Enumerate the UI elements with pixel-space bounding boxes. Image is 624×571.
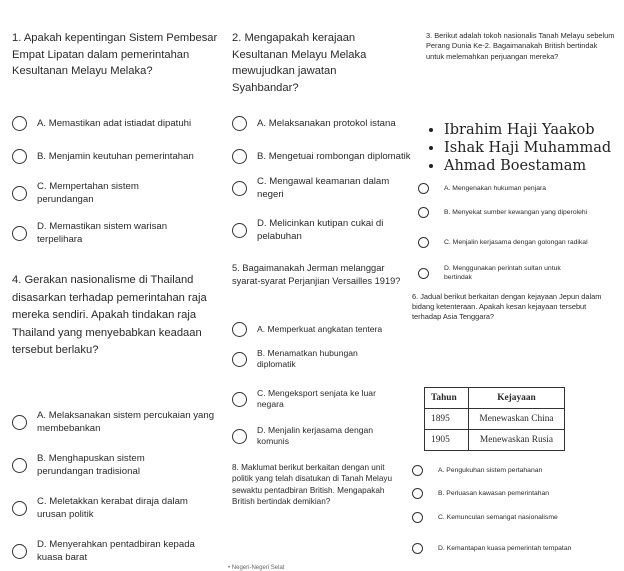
q4-option-a[interactable]: [12, 409, 215, 435]
radio-icon[interactable]: [232, 322, 247, 337]
q5-option-a-label: A. Memperkuat angkatan tentera: [257, 324, 383, 334]
q3-option-c-label: C. Menjalin kerjasama dengan golongan radikal: [444, 238, 588, 246]
q4-option-b[interactable]: [12, 452, 202, 478]
question-8-text: 8. Maklumat berikut berkaitan dengan unit politik yang telah disatukan di Tanah Melayu sewaktu pentadbiran British. Mengapakah British bertindak demikian?: [232, 463, 393, 507]
q2-option-a-label: A. Melaksanakan protokol istana: [257, 118, 396, 129]
q6-option-b[interactable]: [412, 488, 549, 499]
question-6-text: 6. Jadual berikut berkaitan dengan kejayaan Jepun dalam bidang ketenteraan. Apakah kesan kejayaan tersebut terhadap Asia Tenggara?: [412, 292, 602, 322]
radio-icon[interactable]: [232, 392, 247, 407]
q6-option-b-label: B. Perluasan kawasan pemerintahan: [438, 489, 550, 497]
table-header-row: [425, 388, 565, 409]
q4-option-c-label: C. Meletakkan kerabat diraja dalam urusan politik: [37, 496, 188, 520]
radio-icon[interactable]: [412, 543, 423, 554]
q3-option-a-label: A. Mengenakan hukuman penjara: [444, 184, 547, 192]
q3-option-a[interactable]: [418, 183, 546, 194]
q4-option-d-label: D. Menyerahkan pentadbiran kepada kuasa barat: [37, 539, 195, 563]
figure-item: [429, 158, 586, 174]
q1-option-c[interactable]: [12, 180, 187, 206]
q2-option-d-label: D. Melicinkan kutipan cukai di pelabuhan: [257, 218, 384, 242]
radio-icon[interactable]: [12, 186, 27, 201]
achievement-table: [424, 387, 565, 451]
radio-icon[interactable]: [418, 268, 429, 279]
radio-icon[interactable]: [232, 429, 247, 444]
q6-option-d-label: D. Kemantapan kuasa pemerintah tempatan: [438, 544, 572, 552]
radio-icon[interactable]: [232, 352, 247, 367]
radio-icon[interactable]: [12, 501, 27, 516]
table-row: [425, 409, 565, 430]
q5-option-a[interactable]: [232, 322, 382, 337]
question-4-text: 4. Gerakan nasionalisme di Thailand disasarkan terhadap pemerintahan raja mereka sendiri. Apakah tindakan raja Thailand yang menyebabkan keadaan tersebut berlaku?: [12, 274, 207, 357]
table-row: [425, 430, 565, 451]
radio-icon[interactable]: [418, 237, 429, 248]
radio-icon[interactable]: [412, 488, 423, 499]
figure-name: Ibrahim Haji Yaakob: [444, 122, 595, 138]
q5-option-b-label: B. Menamatkan hubungan diplomatik: [257, 348, 358, 369]
table-header: Kejayaan: [469, 388, 565, 409]
q3-option-d-label: D. Menggunakan perintah sultan untuk bertindak: [444, 265, 561, 282]
question-2-text: 2. Mengapakah kerajaan Kesultanan Melayu Melaka mewujudkan jawatan Syahbandar?: [232, 32, 367, 94]
q6-option-c[interactable]: [412, 512, 558, 523]
figure-item: [429, 122, 595, 138]
radio-icon[interactable]: [418, 183, 429, 194]
radio-icon[interactable]: [12, 149, 27, 164]
q6-option-d[interactable]: [412, 543, 588, 554]
radio-icon[interactable]: [12, 458, 27, 473]
figure-name: Ishak Haji Muhammad: [444, 140, 612, 156]
figure-name: Ahmad Boestamam: [444, 158, 587, 174]
q1-option-a[interactable]: [12, 116, 191, 131]
radio-icon[interactable]: [232, 223, 247, 238]
radio-icon[interactable]: [12, 544, 27, 559]
q6-option-c-label: C. Kemunculan semangat nasionalisme: [438, 513, 558, 521]
q6-option-a-label: A. Pengukuhan sistem pertahanan: [438, 466, 543, 474]
q4-option-b-label: B. Menghapuskan sistem perundangan tradisional: [37, 453, 145, 477]
q1-option-b[interactable]: [12, 149, 194, 164]
radio-icon[interactable]: [232, 116, 247, 131]
q1-option-c-label: C. Mempertahan sistem perundangan: [37, 181, 139, 205]
question-5-text: 5. Bagaimanakah Jerman melanggar syarat-syarat Perjanjian Versailles 1919?: [232, 263, 401, 286]
table-cell: 1895: [425, 409, 469, 430]
radio-icon[interactable]: [12, 415, 27, 430]
radio-icon[interactable]: [418, 207, 429, 218]
q2-option-b-label: B. Mengetuai rombongan diplomatik: [257, 151, 411, 162]
q5-option-c-label: C. Mengeksport senjata ke luar negara: [257, 388, 376, 409]
radio-icon[interactable]: [232, 181, 247, 196]
q4-option-d[interactable]: [12, 538, 215, 564]
table-cell: Menewaskan China: [469, 409, 565, 430]
q3-option-c[interactable]: [418, 237, 589, 248]
cut-off-bullet: • Negeri-Negeri Selat: [228, 565, 285, 571]
q1-option-d-label: D. Memastikan sistem warisan terpelihara: [37, 221, 168, 245]
q2-option-d[interactable]: [232, 217, 402, 243]
q6-option-a[interactable]: [412, 465, 542, 476]
q3-option-b[interactable]: [418, 207, 609, 218]
bullet-icon: [429, 164, 433, 168]
q3-option-b-label: B. Menyekat sumber kewangan yang diperolehi: [444, 208, 588, 216]
table-cell: Menewaskan Rusia: [469, 430, 565, 451]
bullet-icon: [429, 128, 433, 132]
q1-option-d[interactable]: [12, 220, 212, 246]
radio-icon[interactable]: [232, 149, 247, 164]
q2-option-b[interactable]: [232, 149, 422, 164]
q5-option-d-label: D. Menjalin kerjasama dengan komunis: [257, 425, 374, 446]
table-cell: 1905: [425, 430, 469, 451]
q1-option-b-label: B. Menjamin keutuhan pemerintahan: [37, 151, 194, 162]
q1-option-a-label: A. Memastikan adat istiadat dipatuhi: [37, 118, 192, 129]
question-3-text: 3. Berikut adalah tokoh nasionalis Tanah Melayu sebelum Perang Dunia Ke-2. Bagaimanakah British bertindak untuk melemahkan perjuangan mereka?: [426, 31, 615, 61]
radio-icon[interactable]: [412, 512, 423, 523]
q5-option-c[interactable]: [232, 388, 397, 410]
q4-option-a-label: A. Melaksanakan sistem percukaian yang membebankan: [37, 410, 215, 434]
table-header: Tahun: [425, 388, 469, 409]
q5-option-d[interactable]: [232, 425, 397, 447]
q5-option-b[interactable]: [232, 348, 387, 370]
q2-option-a[interactable]: [232, 116, 396, 131]
radio-icon[interactable]: [412, 465, 423, 476]
bullet-icon: [429, 146, 433, 150]
q2-option-c[interactable]: [232, 175, 402, 201]
q3-option-d[interactable]: [418, 264, 589, 283]
radio-icon[interactable]: [12, 116, 27, 131]
question-1-text: 1. Apakah kepentingan Sistem Pembesar Empat Lipatan dalam pemerintahan Kesultanan Melayu Melaka?: [12, 32, 218, 77]
radio-icon[interactable]: [12, 226, 27, 241]
q2-option-c-label: C. Mengawal keamanan dalam negeri: [257, 176, 390, 200]
q4-option-c[interactable]: [12, 495, 215, 521]
figure-item: [429, 140, 611, 156]
